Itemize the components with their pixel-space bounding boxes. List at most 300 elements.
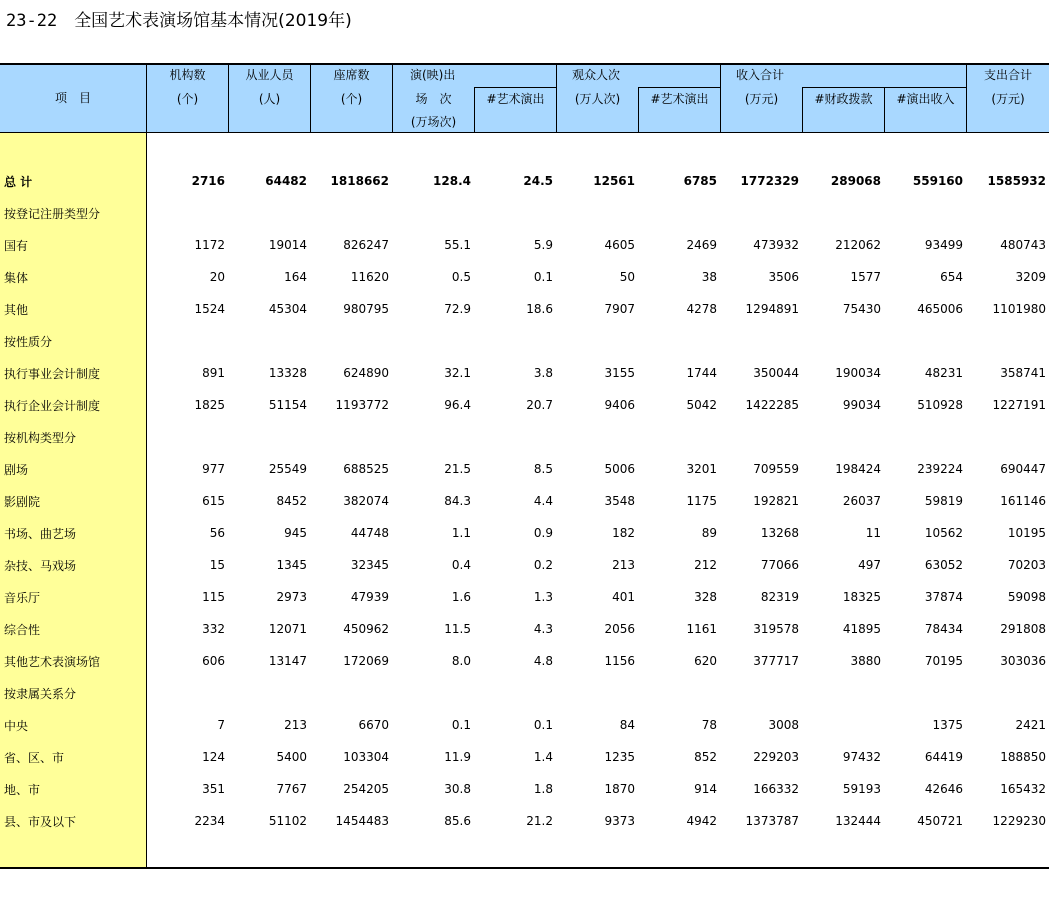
- table-cell: [966, 677, 1049, 709]
- table-cell: 5400: [276, 750, 307, 764]
- table-cell: 480743: [1000, 238, 1046, 252]
- table-cell: [310, 325, 392, 357]
- table-cell: 5006: [604, 462, 635, 476]
- table-cell: 473932: [753, 238, 799, 252]
- table-cell: 9406: [604, 398, 635, 412]
- table-cell: 59193: [842, 782, 881, 796]
- table-cell: 11620: [350, 270, 389, 284]
- table-row: [0, 581, 1049, 613]
- table-cell: [556, 197, 638, 229]
- table-cell: [392, 677, 474, 709]
- row-label: 地、市: [4, 782, 41, 797]
- table-row: [0, 773, 1049, 805]
- table-cell: 7767: [276, 782, 307, 796]
- table-cell: 615: [202, 494, 225, 508]
- row-label: 集体: [4, 270, 29, 285]
- table-cell: 303036: [1000, 654, 1046, 668]
- table-row: [0, 741, 1049, 773]
- table-row: [0, 357, 1049, 389]
- table-cell: 1454483: [335, 814, 389, 828]
- table-cell: [638, 421, 720, 453]
- row-label: 执行事业会计制度: [4, 366, 101, 381]
- table-cell: 624890: [343, 366, 389, 380]
- table-cell: 4.3: [533, 622, 553, 636]
- table-cell: 3201: [686, 462, 717, 476]
- row-label: 国有: [4, 238, 29, 253]
- table-cell: 1422285: [745, 398, 799, 412]
- table-cell: [720, 197, 802, 229]
- table-cell: 377717: [753, 654, 799, 668]
- table-cell: 465006: [917, 302, 963, 316]
- table-cell: [966, 197, 1049, 229]
- table-cell: 1375: [932, 718, 963, 732]
- table-cell: [556, 325, 638, 357]
- table-cell: 70195: [924, 654, 963, 668]
- table-cell: 450962: [343, 622, 389, 636]
- table-cell: 85.6: [444, 814, 471, 828]
- table-cell: 24.5: [523, 174, 553, 188]
- table-cell: 4942: [686, 814, 717, 828]
- row-label: 剧场: [4, 462, 29, 477]
- table-cell: [228, 325, 310, 357]
- table-cell: 164: [284, 270, 307, 284]
- table-cell: 1175: [686, 494, 717, 508]
- header-income-unit: (万元): [744, 92, 779, 106]
- table-cell: 0.9: [533, 526, 553, 540]
- table-cell: 63052: [924, 558, 963, 572]
- top-rule: [0, 63, 1049, 65]
- table-cell: [228, 421, 310, 453]
- table-cell: [638, 325, 720, 357]
- header-employees-unit: (人): [258, 92, 281, 106]
- table-cell: 289068: [830, 174, 881, 188]
- table-cell: 75430: [842, 302, 881, 316]
- table-cell: 1818662: [330, 174, 389, 188]
- table-cell: 2716: [191, 174, 225, 188]
- table-cell: 7907: [604, 302, 635, 316]
- table-cell: [392, 421, 474, 453]
- header-institutions: 机构数: [169, 68, 206, 82]
- table-cell: 1870: [604, 782, 635, 796]
- table-cell: 1172: [194, 238, 225, 252]
- table-cell: 103304: [343, 750, 389, 764]
- table-cell: 38: [701, 270, 717, 284]
- table-cell: 11.5: [444, 622, 471, 636]
- header-shows: 演(映)出: [410, 68, 456, 82]
- table-cell: 19014: [268, 238, 307, 252]
- table-cell: 980795: [343, 302, 389, 316]
- table-cell: 15: [209, 558, 225, 572]
- table-cell: 124: [202, 750, 225, 764]
- table-cell: 72.9: [444, 302, 471, 316]
- table-cell: 0.5: [451, 270, 471, 284]
- table-cell: [146, 197, 228, 229]
- header-seats: 座席数: [333, 68, 370, 82]
- table-cell: 3008: [768, 718, 799, 732]
- table-cell: 59819: [924, 494, 963, 508]
- table-row: [0, 389, 1049, 421]
- data-table-body: [0, 165, 1049, 837]
- table-row: [0, 197, 1049, 229]
- header-bottom-rule: [0, 132, 1049, 133]
- table-cell: 4278: [686, 302, 717, 316]
- table-row: [0, 229, 1049, 261]
- table-cell: 559160: [912, 174, 963, 188]
- table-cell: 1161: [686, 622, 717, 636]
- table-cell: 229203: [753, 750, 799, 764]
- table-cell: 1.6: [451, 590, 471, 604]
- table-cell: 59098: [1007, 590, 1046, 604]
- table-cell: 5042: [686, 398, 717, 412]
- table-cell: 826247: [343, 238, 389, 252]
- header-employees: 从业人员: [245, 68, 294, 82]
- table-cell: [474, 421, 556, 453]
- page-title: [6, 6, 352, 31]
- table-row: [0, 325, 1049, 357]
- table-cell: [884, 421, 966, 453]
- table-cell: 977: [202, 462, 225, 476]
- table-cell: 18.6: [526, 302, 553, 316]
- table-cell: 1825: [194, 398, 225, 412]
- table-cell: 128.4: [433, 174, 471, 188]
- table-cell: 654: [940, 270, 963, 284]
- table-cell: 51154: [268, 398, 307, 412]
- table-cell: 182: [612, 526, 635, 540]
- table-cell: 47939: [350, 590, 389, 604]
- table-cell: 1.4: [533, 750, 553, 764]
- row-label: 按性质分: [4, 334, 53, 349]
- header-subrule: [638, 87, 721, 88]
- table-cell: 10562: [924, 526, 963, 540]
- table-cell: 239224: [917, 462, 963, 476]
- table-cell: 0.1: [451, 718, 471, 732]
- row-label: 总 计: [4, 174, 33, 189]
- table-cell: [146, 677, 228, 709]
- table-cell: 1524: [194, 302, 225, 316]
- table-cell: 84.3: [444, 494, 471, 508]
- table-cell: [802, 677, 884, 709]
- table-cell: 3.8: [533, 366, 553, 380]
- table-cell: 11: [865, 526, 881, 540]
- table-cell: 497: [858, 558, 881, 572]
- table-cell: 1156: [604, 654, 635, 668]
- table-cell: 172069: [343, 654, 389, 668]
- table-cell: 1373787: [745, 814, 799, 828]
- table-cell: 132444: [835, 814, 881, 828]
- table-cell: 688525: [343, 462, 389, 476]
- table-cell: [146, 421, 228, 453]
- table-cell: 254205: [343, 782, 389, 796]
- table-cell: [720, 677, 802, 709]
- table-cell: 8452: [276, 494, 307, 508]
- table-cell: 5.9: [533, 238, 553, 252]
- table-cell: 77066: [760, 558, 799, 572]
- table-cell: 914: [694, 782, 717, 796]
- table-cell: [310, 677, 392, 709]
- table-cell: 8.0: [451, 654, 471, 668]
- table-cell: [884, 325, 966, 357]
- table-cell: 64419: [924, 750, 963, 764]
- table-cell: 3209: [1015, 270, 1046, 284]
- table-row: [0, 709, 1049, 741]
- table-cell: 192821: [753, 494, 799, 508]
- table-cell: 2421: [1015, 718, 1046, 732]
- header-shows-unit: (万场次): [410, 115, 457, 129]
- table-cell: 21.2: [526, 814, 553, 828]
- table-cell: 1193772: [335, 398, 389, 412]
- table-cell: 78434: [924, 622, 963, 636]
- table-cell: [556, 421, 638, 453]
- table-cell: 190034: [835, 366, 881, 380]
- header-audience-unit: (万人次): [574, 92, 621, 106]
- table-cell: 165432: [1000, 782, 1046, 796]
- table-cell: 852: [694, 750, 717, 764]
- table-cell: 291808: [1000, 622, 1046, 636]
- table-cell: 620: [694, 654, 717, 668]
- table-cell: [802, 421, 884, 453]
- table-cell: 606: [202, 654, 225, 668]
- table-cell: [228, 197, 310, 229]
- table-cell: 1744: [686, 366, 717, 380]
- row-label: 按机构类型分: [4, 430, 77, 445]
- table-cell: [966, 325, 1049, 357]
- table-cell: 4605: [604, 238, 635, 252]
- header-institutions-unit: (个): [176, 92, 199, 106]
- table-cell: 82319: [760, 590, 799, 604]
- table-cell: 13147: [268, 654, 307, 668]
- table-row: [0, 261, 1049, 293]
- table-cell: 18325: [842, 590, 881, 604]
- table-row: [0, 677, 1049, 709]
- table-cell: 55.1: [444, 238, 471, 252]
- table-cell: 41895: [842, 622, 881, 636]
- table-cell: 1235: [604, 750, 635, 764]
- table-cell: [966, 421, 1049, 453]
- table-cell: 9373: [604, 814, 635, 828]
- table-cell: 2469: [686, 238, 717, 252]
- table-cell: 350044: [753, 366, 799, 380]
- table-row: [0, 421, 1049, 453]
- table-cell: 56: [209, 526, 225, 540]
- table-cell: 450721: [917, 814, 963, 828]
- table-cell: 2234: [194, 814, 225, 828]
- table-cell: 78: [701, 718, 717, 732]
- table-cell: 51102: [268, 814, 307, 828]
- table-cell: 0.4: [451, 558, 471, 572]
- row-label: 其他艺术表演场馆: [4, 654, 101, 669]
- table-row: [0, 485, 1049, 517]
- table-cell: 690447: [1000, 462, 1046, 476]
- table-cell: [146, 325, 228, 357]
- table-cell: [802, 197, 884, 229]
- table-cell: 99034: [842, 398, 881, 412]
- table-cell: 166332: [753, 782, 799, 796]
- table-cell: 1.1: [451, 526, 471, 540]
- table-cell: [310, 197, 392, 229]
- table-cell: 12561: [593, 174, 635, 188]
- table-cell: 50: [619, 270, 635, 284]
- table-cell: 45304: [268, 302, 307, 316]
- table-cell: 3548: [604, 494, 635, 508]
- table-cell: 84: [619, 718, 635, 732]
- header-shows-art: #艺术演出: [486, 92, 545, 106]
- row-label: 音乐厅: [4, 590, 41, 605]
- table-cell: 26037: [842, 494, 881, 508]
- table-cell: [392, 197, 474, 229]
- table-cell: 2973: [276, 590, 307, 604]
- table-row: [0, 293, 1049, 325]
- table-cell: 709559: [753, 462, 799, 476]
- table-cell: [228, 677, 310, 709]
- table-cell: 25549: [268, 462, 307, 476]
- table-cell: 891: [202, 366, 225, 380]
- table-cell: 13268: [760, 526, 799, 540]
- table-cell: 3155: [604, 366, 635, 380]
- table-cell: 30.8: [444, 782, 471, 796]
- table-cell: 6670: [358, 718, 389, 732]
- table-row: [0, 613, 1049, 645]
- table-cell: 6785: [683, 174, 717, 188]
- table-cell: 64482: [265, 174, 307, 188]
- table-cell: [720, 421, 802, 453]
- table-cell: 0.2: [533, 558, 553, 572]
- table-cell: 10195: [1007, 526, 1046, 540]
- table-cell: 96.4: [444, 398, 471, 412]
- table-row: [0, 165, 1049, 197]
- table-cell: 319578: [753, 622, 799, 636]
- table-cell: 93499: [924, 238, 963, 252]
- table-row: [0, 549, 1049, 581]
- header-audience: 观众人次: [572, 68, 621, 82]
- header-audience-art: #艺术演出: [650, 92, 709, 106]
- row-label: 其他: [4, 302, 29, 317]
- table-cell: 13328: [268, 366, 307, 380]
- table-cell: 115: [202, 590, 225, 604]
- table-cell: 213: [284, 718, 307, 732]
- row-label: 影剧院: [4, 494, 41, 509]
- table-cell: 2056: [604, 622, 635, 636]
- table-cell: [474, 677, 556, 709]
- table-cell: 1229230: [992, 814, 1046, 828]
- table-cell: 37874: [924, 590, 963, 604]
- table-cell: 20.7: [526, 398, 553, 412]
- table-row: [0, 645, 1049, 677]
- header-item: 项 目: [54, 91, 91, 105]
- table-cell: [884, 197, 966, 229]
- row-label: 书场、曲艺场: [4, 526, 77, 541]
- table-cell: 32345: [350, 558, 389, 572]
- table-cell: 8.5: [533, 462, 553, 476]
- table-cell: 1585932: [987, 174, 1046, 188]
- table-row: [0, 805, 1049, 837]
- table-cell: [638, 677, 720, 709]
- table-cell: 382074: [343, 494, 389, 508]
- table-cell: 32.1: [444, 366, 471, 380]
- table-cell: 332: [202, 622, 225, 636]
- table-cell: 212: [694, 558, 717, 572]
- table-cell: 213: [612, 558, 635, 572]
- header-income-show: #演出收入: [896, 92, 955, 106]
- table-cell: 4.8: [533, 654, 553, 668]
- row-label: 县、市及以下: [4, 814, 77, 829]
- table-cell: [802, 709, 884, 741]
- header-subrule: [802, 87, 967, 88]
- row-label: 杂技、马戏场: [4, 558, 77, 573]
- header-subrule: [474, 87, 557, 88]
- table-cell: 0.1: [533, 718, 553, 732]
- row-label: 执行企业会计制度: [4, 398, 101, 413]
- table-cell: 20: [209, 270, 225, 284]
- table-cell: 12071: [268, 622, 307, 636]
- table-cell: 97432: [842, 750, 881, 764]
- table-cell: 401: [612, 590, 635, 604]
- table-cell: 11.9: [444, 750, 471, 764]
- table-cell: 7: [217, 718, 225, 732]
- table-cell: 161146: [1000, 494, 1046, 508]
- row-label: 中央: [4, 718, 29, 733]
- table-cell: 1345: [276, 558, 307, 572]
- table-cell: 89: [701, 526, 717, 540]
- table-cell: 42646: [924, 782, 963, 796]
- table-cell: 1227191: [992, 398, 1046, 412]
- table-cell: 48231: [924, 366, 963, 380]
- table-cell: 188850: [1000, 750, 1046, 764]
- header-shows-line2: 场 次: [415, 92, 452, 106]
- table-cell: [638, 197, 720, 229]
- table-cell: 3880: [850, 654, 881, 668]
- table-cell: 358741: [1000, 366, 1046, 380]
- table-number: 23-22: [6, 11, 58, 31]
- table-cell: 4.4: [533, 494, 553, 508]
- table-cell: 1101980: [992, 302, 1046, 316]
- table-cell: 328: [694, 590, 717, 604]
- row-label: 按隶属关系分: [4, 686, 77, 701]
- table-cell: 21.5: [444, 462, 471, 476]
- header-expense-unit: (万元): [991, 92, 1025, 106]
- header-seats-unit: (个): [340, 92, 363, 106]
- table-cell: 945: [284, 526, 307, 540]
- table-cell: [884, 677, 966, 709]
- table-cell: 0.1: [533, 270, 553, 284]
- row-label: 省、区、市: [4, 750, 65, 765]
- table-cell: 212062: [835, 238, 881, 252]
- table-cell: [474, 197, 556, 229]
- header-income: 收入合计: [736, 68, 785, 82]
- table-cell: [556, 677, 638, 709]
- row-label: 按登记注册类型分: [4, 206, 101, 221]
- table-row: [0, 517, 1049, 549]
- table-cell: [802, 325, 884, 357]
- table-cell: 1294891: [745, 302, 799, 316]
- table-cell: 1772329: [740, 174, 799, 188]
- row-label: 综合性: [4, 622, 41, 637]
- table-cell: 1.3: [533, 590, 553, 604]
- table-cell: [310, 421, 392, 453]
- table-cell: 70203: [1007, 558, 1046, 572]
- header-income-fiscal: #财政拨款: [814, 92, 873, 106]
- bottom-rule: [0, 867, 1049, 869]
- table-title: 全国艺术表演场馆基本情况(2019年): [74, 11, 352, 31]
- table-cell: 1577: [850, 270, 881, 284]
- table-cell: 44748: [350, 526, 389, 540]
- table-cell: 1.8: [533, 782, 553, 796]
- table-cell: 3506: [768, 270, 799, 284]
- table-cell: [474, 325, 556, 357]
- data-table: [0, 165, 1049, 837]
- table-cell: 510928: [917, 398, 963, 412]
- table-cell: 351: [202, 782, 225, 796]
- header-expense: 支出合计: [983, 68, 1032, 82]
